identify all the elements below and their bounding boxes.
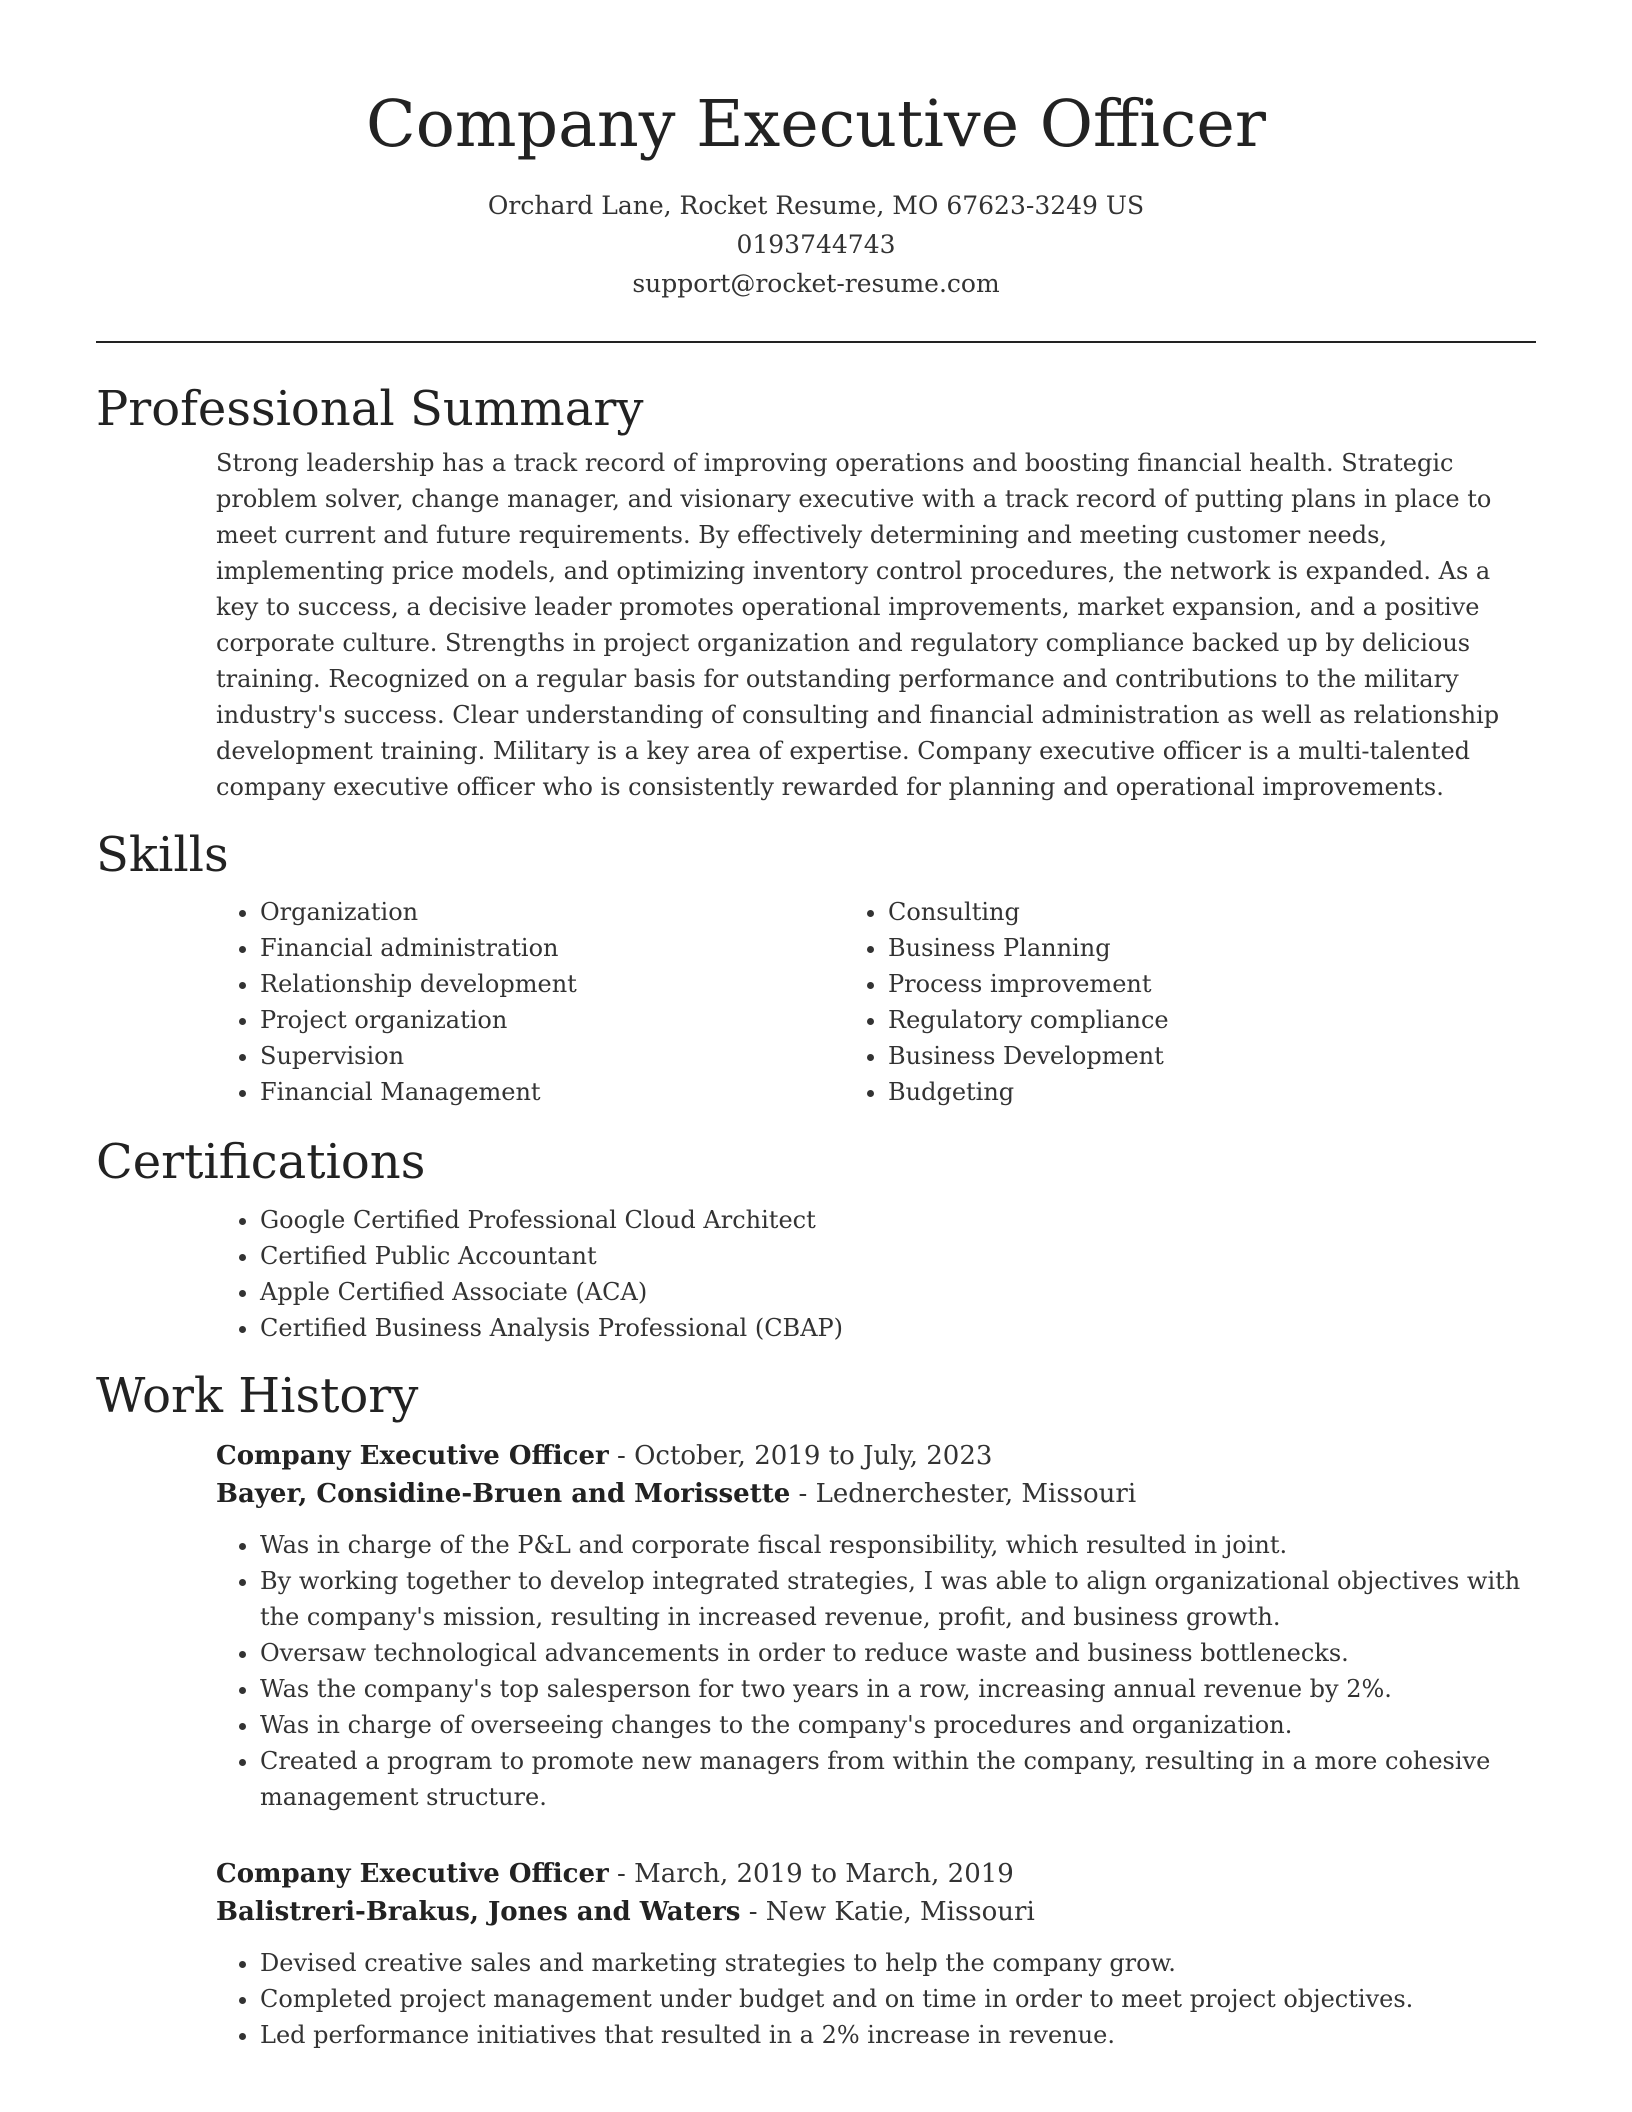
skill-item: • Business Development bbox=[888, 1038, 1516, 1074]
certifications-list bbox=[216, 1202, 1536, 1346]
certifications-heading: Certifications bbox=[96, 1134, 426, 1191]
job-company: Balistreri-Brakus, Jones and Waters bbox=[216, 1897, 741, 1928]
skill-item: • Consulting bbox=[888, 894, 1516, 930]
job-bullet: • Led performance initiatives that resulted in a 2% increase in revenue. bbox=[260, 2017, 1536, 2053]
job-bullet: • Oversaw technological advancements in order to reduce waste and business bottlenecks. bbox=[260, 1635, 1536, 1671]
skill-item: • Organization bbox=[260, 894, 866, 930]
job-company-line bbox=[216, 1893, 1536, 1931]
certification-item: • Google Certified Professional Cloud Architect bbox=[260, 1202, 1536, 1238]
job-bullet: • Was the company's top salesperson for two years in a row, increasing annual revenue by 2%. bbox=[260, 1671, 1536, 1707]
address: Orchard Lane, Rocket Resume, MO 67623-3249 US bbox=[487, 191, 1145, 220]
skill-item: • Budgeting bbox=[888, 1074, 1516, 1110]
skill-item: • Regulatory compliance bbox=[888, 1002, 1516, 1038]
work-history-list bbox=[216, 1437, 1536, 2053]
skill-item: • Business Planning bbox=[888, 930, 1516, 966]
summary-text: Strong leadership has a track record of improving operations and boosting financial health. Strategic problem solver, change manager, and visionary executive with a track record of putting plans in place to meet current and future requirements. By effectively determining and meeting customer needs, implementing price models, and optimizing inventory control procedures, the network is expanded. As a key to success, a decisive leader promotes operational improvements, market expansion, and a positive corporate culture. Strengths in project organization and regulatory compliance backed up by delicious training. Recognized on a regular basis for outstanding performance and contributions to the military industry's success. Clear understanding of consulting and financial administration as well as relationship development training. Military is a key area of expertise. Company executive officer is a multi-talented company executive officer who is consistently rewarded for planning and operational improvements. bbox=[216, 448, 1500, 801]
resume-header bbox=[96, 0, 1536, 303]
job-role: Company Executive Officer bbox=[216, 1859, 609, 1890]
phone-number: 0193744743 bbox=[736, 230, 896, 259]
email-address: support@rocket-resume.com bbox=[632, 269, 1000, 298]
summary-heading: Professional Summary bbox=[96, 381, 644, 437]
job-bullet: • Created a program to promote new managers from within the company, resulting in a more cohesive management structure. bbox=[260, 1743, 1536, 1815]
skill-item: • Financial administration bbox=[260, 930, 866, 966]
skill-item: • Process improvement bbox=[888, 966, 1516, 1002]
job-entry bbox=[216, 1437, 1536, 1815]
skill-item: • Project organization bbox=[260, 1002, 866, 1038]
job-dates: - March, 2019 to March, 2019 bbox=[608, 1859, 1014, 1890]
job-bullets bbox=[216, 1945, 1536, 2053]
job-bullet: • By working together to develop integrated strategies, I was able to align organizational objectives with the company's mission, resulting in increased revenue, profit, and business growth. bbox=[260, 1563, 1536, 1635]
certification-item: • Certified Business Analysis Professional (CBAP) bbox=[260, 1310, 1536, 1346]
certifications-bullets bbox=[216, 1202, 1536, 1346]
job-location: - Lednerchester, Missouri bbox=[790, 1479, 1137, 1510]
skills-column-left bbox=[216, 894, 866, 1110]
skills-list bbox=[216, 894, 1536, 1110]
certification-item: • Certified Public Accountant bbox=[260, 1238, 1536, 1274]
job-title-line bbox=[216, 1437, 1536, 1475]
job-title-line bbox=[216, 1855, 1536, 1893]
resume-page bbox=[96, 0, 1536, 2053]
job-entry bbox=[216, 1855, 1536, 2053]
job-bullet: • Was in charge of overseeing changes to the company's procedures and organization. bbox=[260, 1707, 1536, 1743]
job-bullets bbox=[216, 1527, 1536, 1815]
candidate-name: Company Executive Officer bbox=[366, 87, 1266, 162]
work-history-heading: Work History bbox=[96, 1367, 419, 1424]
skills-heading: Skills bbox=[96, 826, 229, 883]
job-bullet: • Was in charge of the P&L and corporate fiscal responsibility, which resulted in joint. bbox=[260, 1527, 1536, 1563]
skill-item: • Financial Management bbox=[260, 1074, 866, 1110]
job-bullet: • Devised creative sales and marketing strategies to help the company grow. bbox=[260, 1945, 1536, 1981]
skill-item: • Supervision bbox=[260, 1038, 866, 1074]
contact-info bbox=[96, 186, 1536, 303]
job-dates: - October, 2019 to July, 2023 bbox=[608, 1441, 993, 1472]
header-divider bbox=[96, 341, 1536, 343]
certification-item: • Apple Certified Associate (ACA) bbox=[260, 1274, 1536, 1310]
job-company-line bbox=[216, 1475, 1536, 1513]
skills-column-right bbox=[866, 894, 1516, 1110]
job-location: - New Katie, Missouri bbox=[740, 1897, 1035, 1928]
job-bullet: • Completed project management under budget and on time in order to meet project objectives. bbox=[260, 1981, 1536, 2017]
skill-item: • Relationship development bbox=[260, 966, 866, 1002]
job-company: Bayer, Considine-Bruen and Morissette bbox=[216, 1479, 791, 1510]
job-role: Company Executive Officer bbox=[216, 1441, 609, 1472]
